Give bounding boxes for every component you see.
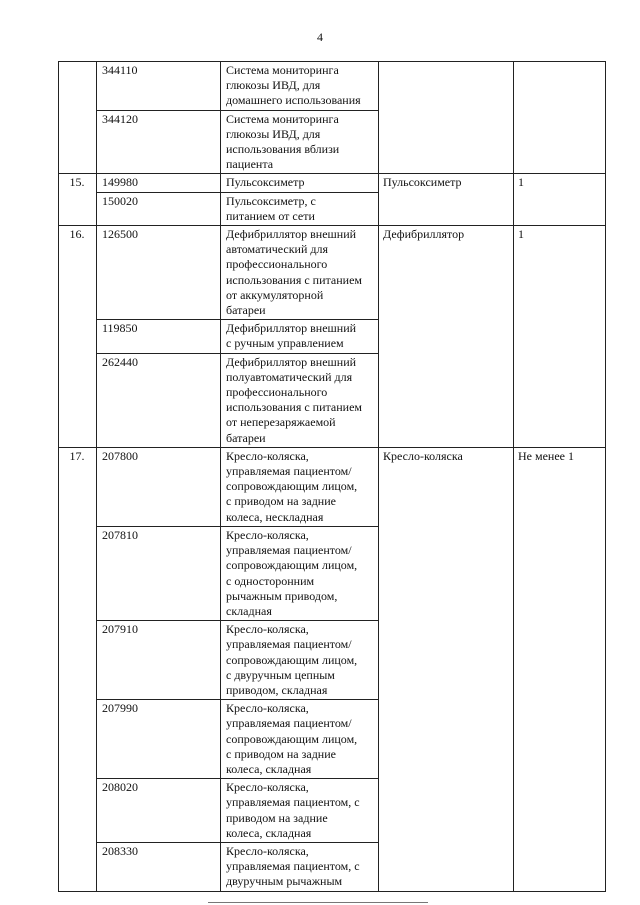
scan-edge-line: [208, 902, 428, 903]
quantity-cell: [514, 62, 606, 174]
description-cell: Кресло-коляска, управляемая пациентом, с двуручным рычажным: [221, 842, 379, 891]
quantity-cell: 1: [514, 226, 606, 448]
code-cell: 207800: [97, 447, 221, 526]
description-cell: Кресло-коляска, управляемая пациентом/ сопровождающим лицом, с двуручным цепным приводом, складная: [221, 621, 379, 700]
description-cell: Дефибриллятор внешний с ручным управлением: [221, 320, 379, 353]
code-cell: 207810: [97, 526, 221, 620]
table-row: [59, 447, 606, 526]
quantity-cell: Не менее 1: [514, 447, 606, 891]
description-cell: Кресло-коляска, управляемая пациентом/ сопровождающим лицом, с односторонним рычажным приводом, складная: [221, 526, 379, 620]
code-cell: 208020: [97, 779, 221, 843]
row-number-cell: 16.: [59, 226, 97, 448]
equipment-type-cell: [379, 62, 514, 174]
code-cell: 207990: [97, 700, 221, 779]
code-cell: 150020: [97, 192, 221, 225]
row-number-cell: [59, 62, 97, 174]
code-cell: 149980: [97, 174, 221, 192]
page-number: 4: [317, 30, 323, 44]
code-cell: 207910: [97, 621, 221, 700]
equipment-type-cell: Кресло-коляска: [379, 447, 514, 891]
description-cell: Пульсоксиметр: [221, 174, 379, 192]
row-number-cell: 17.: [59, 447, 97, 891]
equipment-table: [58, 61, 606, 892]
description-cell: Дефибриллятор внешний полуавтоматический для профессионального использования с питанием от неперезаряжаемой батареи: [221, 353, 379, 447]
description-cell: Кресло-коляска, управляемая пациентом/ сопровождающим лицом, с приводом на задние колеса, складная: [221, 700, 379, 779]
code-cell: 119850: [97, 320, 221, 353]
row-number-cell: 15.: [59, 174, 97, 226]
code-cell: 344120: [97, 110, 221, 174]
code-cell: 262440: [97, 353, 221, 447]
equipment-type-cell: Пульсоксиметр: [379, 174, 514, 226]
table-row: [59, 62, 606, 111]
description-cell: Дефибриллятор внешний автоматический для профессионального использования с питанием от аккумуляторной батареи: [221, 226, 379, 320]
table-row: [59, 226, 606, 320]
description-cell: Пульсоксиметр, с питанием от сети: [221, 192, 379, 225]
description-cell: Система мониторинга глюкозы ИВД, для использования вблизи пациента: [221, 110, 379, 174]
description-cell: Кресло-коляска, управляемая пациентом/ сопровождающим лицом, с приводом на задние колеса, нескладная: [221, 447, 379, 526]
code-cell: 344110: [97, 62, 221, 111]
code-cell: 126500: [97, 226, 221, 320]
description-cell: Система мониторинга глюкозы ИВД, для домашнего использования: [221, 62, 379, 111]
equipment-type-cell: Дефибриллятор: [379, 226, 514, 448]
description-cell: Кресло-коляска, управляемая пациентом, с приводом на задние колеса, складная: [221, 779, 379, 843]
quantity-cell: 1: [514, 174, 606, 226]
table-row: [59, 174, 606, 192]
code-cell: 208330: [97, 842, 221, 891]
